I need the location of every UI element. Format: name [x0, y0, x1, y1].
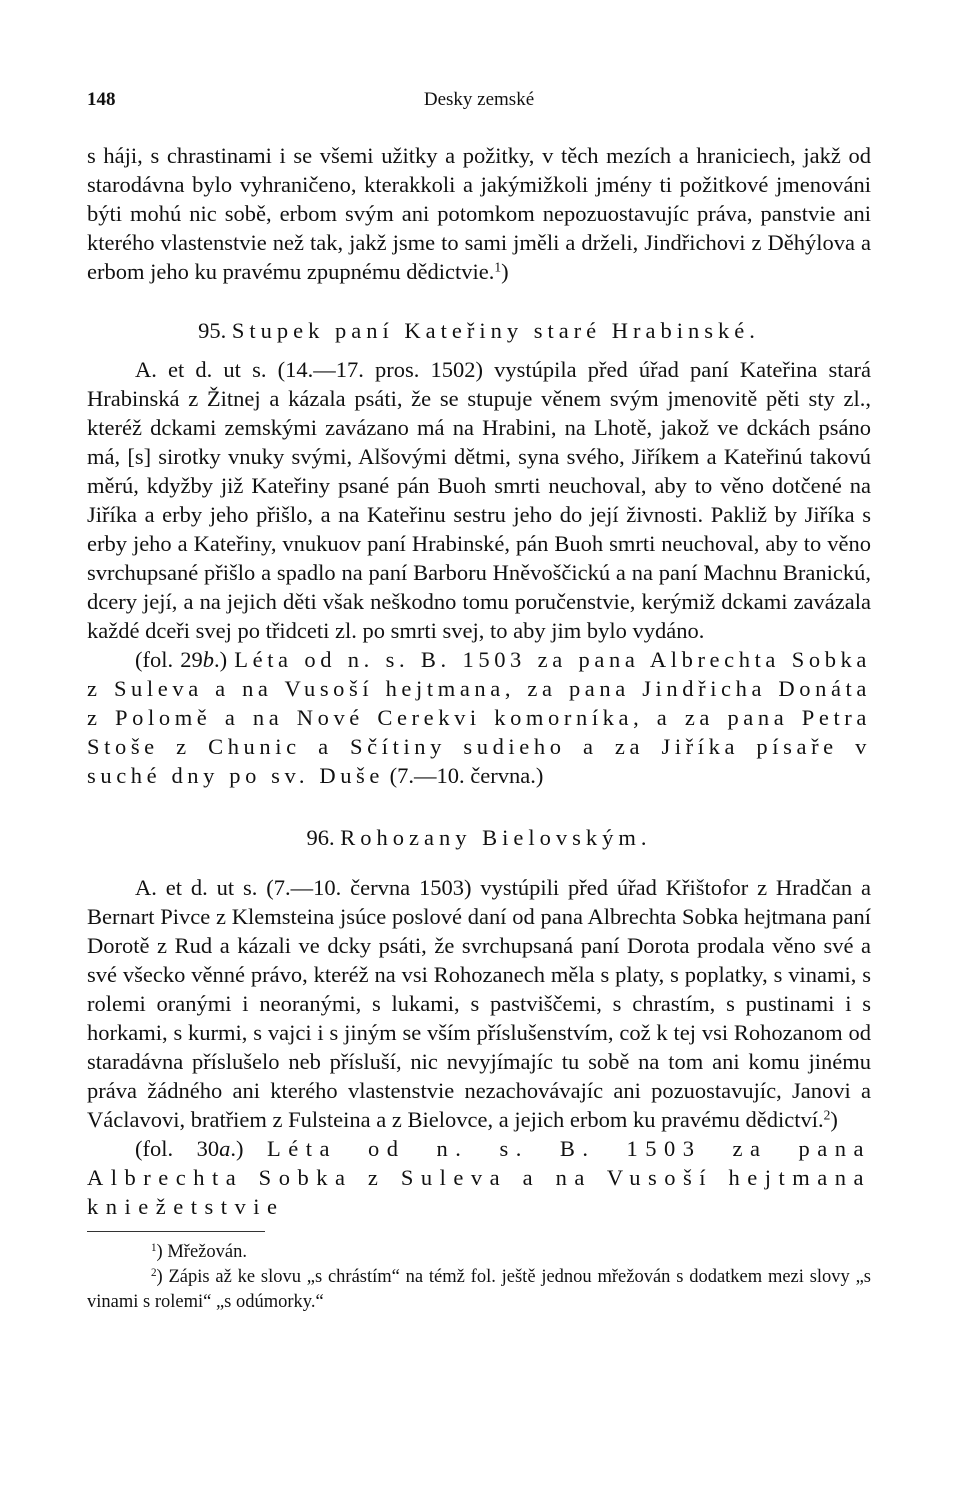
- section-96-dating: [87, 1134, 871, 1221]
- page-number: 148: [87, 89, 116, 110]
- folio-reference: (fol. 30: [135, 1136, 220, 1161]
- footnote-1-mark: 1: [151, 1241, 157, 1254]
- footnote-2-mark: 2: [151, 1266, 157, 1279]
- section-95-dating-end: (7.—10. června.): [384, 763, 544, 788]
- footnote-2: [87, 1265, 871, 1315]
- footnote-reference: 2: [823, 1107, 831, 1123]
- folio-reference-close: .): [230, 1136, 244, 1161]
- running-head: Desky zemské: [423, 89, 535, 110]
- section-96-paragraph-text: A. et d. ut s. (7.—10. června 1503) vystúpili před úřad Křištofor z Hradčan a Bernart Pivce z Klemsteina jsúce poslové daní od pana Albrechta Sobka hejtmana paní Dorotě z Rud a kázali ve dcky psáti, že svrchupsaná paní Dorota prodala věno své a své všecko věnné právo, kteréž na vsi Rohozanech měla s platy, s poplatky, s vinami, s rolemi oranými i neoranými, s lukami, s pastviščemi, s chrastím, s pustinami i s horkami, s kurmi, s vajci i s jiným se vším příslušenstvím, což k tej vsi Rohozanom od staradávna příslušelo neb přísluší, nic nevyjímajíc tu sobě na tom ani komu jinému práva žádného ani kterého vlastenstvie nezachovávajíc ani pozuostavujíc, Janovi a Václavovi, bratřiem z Fulsteina a z Bielovce, a jejich erbom ku pravému dědictví.: [87, 875, 871, 1132]
- section-95-dating: [87, 645, 871, 790]
- footnote-1-text: ) Mřežován.: [156, 1242, 247, 1262]
- section-95-dating-spaced: Léta od n. s. B. 1503 za pana Albrechta Sobka z Suleva a na Vusoší hejtmana, za pana Jindřicha Donáta z Polomě a na Nové Cerekvi komorníka, a za pana Petra Stoše z Chunic a Sčítiny sudieho a za Jiříka písaře v suché dny po sv. Duše: [87, 647, 871, 788]
- footnote-reference-paren: ): [501, 259, 509, 284]
- section-95-title: Stupek paní Kateřiny staré Hrabinské.: [231, 318, 760, 343]
- folio-letter: b: [202, 647, 214, 672]
- section-95-number: 95.: [198, 318, 227, 343]
- footnote-reference: 1: [494, 259, 502, 275]
- footnote-1: [87, 1240, 871, 1265]
- section-96-heading: [87, 823, 871, 852]
- page-header: [87, 85, 871, 115]
- section-96-number: 96.: [306, 825, 335, 850]
- section-96-paragraph: [87, 873, 871, 1134]
- section-95-heading: [87, 316, 871, 345]
- footnote-2-text: ) Zápis až ke slovu „s chrástím“ na témž fol. ještě jednou mřežován s dodatkem mezi slovy „s vinami s rolemi“ „s odúmorky.“: [87, 1267, 871, 1312]
- footnotes: [87, 1240, 871, 1315]
- footnote-rule: [87, 1231, 265, 1232]
- opening-paragraph-text: s háji, s chrastinami i se všemi užitky a požitky, v těch mezích a hraniciech, jakž od starodávna bylo vyhraničeno, kterakkoli a jakýmižkoli jmény ti požitkové jmenováni býti mohú nic sobě, erbom svým ani potomkom nepozuostavujíc práva, panstvie ani kterého vlastenstvie než tak, jakž jsme to sami jměli a drželi, Jindřichovi z Děhýlova a erbom jeho ku pravému zpupnému dědictvie.: [87, 143, 871, 284]
- folio-reference-close: .): [214, 647, 228, 672]
- page-body: [87, 141, 871, 1315]
- opening-paragraph: [87, 141, 871, 286]
- footnote-reference-paren: ): [830, 1107, 838, 1132]
- folio-reference: (fol. 29: [135, 647, 203, 672]
- section-95-paragraph: A. et d. ut s. (14.—17. pros. 1502) vystúpila před úřad paní Kateřina stará Hrabinská z Žitnej a kázala psáti, že se stupuje věnem svým jmenovitě pěti sty zl., kteréž dckami zemskými zavázano má na Hrabini, na Lhotě, jakož ve dckách psáno má, [s] sirotky vnuky svými, Alšovými dětmi, syna svého, Jiříkem a Kateřinú takovú měrú, kdyžby již Kateřiny psané pán Buoh smrti neuchoval, aby to věno dotčené na Jiříka a erby jeho přišlo, a na Kateřinu sestru jeho do její živnosti. Pakliž by Jiříka s erby jeho a Kateřiny, vnukuov paní Hrabinské, pán Buoh smrti neuchoval, aby to věno svrchupsané přišlo a spadlo na paní Barboru Hněvoščickú a na paní Machnu Branickú, dcery její, a na jejich děti však neškodno tomu poručenstvie, kerýmiž dckami zavázala každé dceři svej po třidceti zl. po smrti svej, to aby jim bylo vydáno.: [87, 357, 871, 643]
- section-96-dating-spaced: Léta od n. s. B. 1503 za pana Albrechta Sobka z Suleva a na Vusoší hejtmana kniežetstvie: [87, 1136, 871, 1219]
- section-96-title: Rohozany Bielovským.: [340, 825, 652, 850]
- folio-letter: a: [219, 1136, 231, 1161]
